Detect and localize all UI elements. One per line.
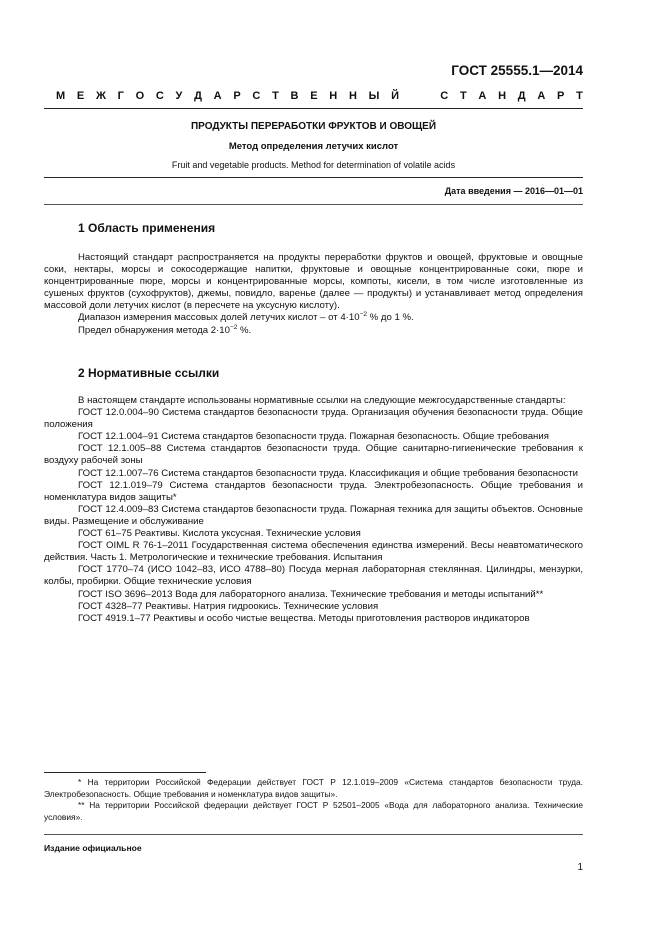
footnotes — [44, 777, 583, 823]
official-edition-label: Издание официальное — [44, 843, 142, 853]
title-rule — [44, 177, 583, 178]
banner-letter: Е — [310, 90, 318, 102]
reference-item: ГОСТ 1770–74 (ИСО 1042–83, ИСО 4788–80) Посуда мерная лабораторная стеклянная. Цилиндры, мензурки, колбы, пробирки. Общие технические условия — [44, 564, 583, 588]
footnote-1: * На территории Российской Федерации действует ГОСТ Р 12.1.019–2009 «Система стандартов безопасности труда. Электробезопасность. Общие требования и номенклатура видов защиты». — [44, 777, 583, 799]
banner-letter: Т — [272, 90, 279, 102]
banner-letter: Н — [348, 90, 357, 102]
banner-letter: Ж — [95, 90, 106, 102]
english-title: Fruit and vegetable products. Method for determination of volatile acids — [171, 160, 456, 170]
references-list — [44, 407, 583, 625]
banner-letter: Е — [76, 90, 85, 102]
reference-item: ГОСТ 12.1.007–76 Система стандартов безопасности труда. Классификация и общие требования безопасности — [78, 467, 578, 479]
reference-item: ГОСТ ISO 3696–2013 Вода для лабораторного анализа. Технические требования и методы испытаний** — [78, 588, 544, 600]
section1-heading: 1 Область применения — [78, 221, 216, 235]
banner-letter: Р — [557, 90, 565, 102]
banner-letter: Т — [459, 90, 467, 102]
banner-letter: Н — [498, 90, 507, 102]
limit-paragraph: Предел обнаружения метода $2\cdot 10^{-2}$ %. — [78, 323, 252, 336]
references-intro: В настоящем стандарте использованы нормативные ссылки на следующие межгосударственные стандарты: — [78, 395, 566, 406]
scope-paragraph: Настоящий стандарт распространяется на продукты переработки фруктов и овощей, фруктовые и овощные соки, нектары, морсы и сокосодержащие напитки, фруктовые и овощные концентрированные соки, пюре и концентрированные пюре, морсы и концентрированные морсы, компоты, кисели, в том числе изготовленные из сушеных фруктов (сухофруктов), джемы, повидло, варенье (далее — продукты) и устанавливает метод определения массовой доли летучих кислот (в пересчете на уксусную кислоту). — [44, 252, 583, 312]
banner-letter — [426, 90, 429, 102]
document-title: ПРОДУКТЫ ПЕРЕРАБОТКИ ФРУКТОВ И ОВОЩЕЙ — [190, 121, 437, 132]
reference-item: ГОСТ 4919.1–77 Реактивы и особо чистые вещества. Методы приготовления растворов индикаторов — [78, 612, 530, 624]
header-rule — [44, 108, 583, 109]
footer-rule — [44, 834, 583, 835]
date-rule — [44, 204, 583, 205]
introduction-date: Дата введения — 2016—01—01 — [444, 186, 583, 196]
reference-item: ГОСТ 12.0.004–90 Система стандартов безопасности труда. Организация обучения безопасности труда. Общие положения — [44, 407, 583, 431]
banner-letter: Т — [576, 90, 583, 102]
banner-letter: А — [537, 90, 546, 102]
reference-item: ГОСТ 12.1.019–79 Система стандартов безопасности труда. Электробезопасность. Общие требования и номенклатура видов защиты* — [44, 479, 583, 503]
banner-letter: С — [440, 90, 449, 102]
banner-letter: М — [56, 90, 66, 102]
gost-number: ГОСТ 25555.1—2014 — [451, 63, 583, 78]
reference-item: ГОСТ 4328–77 Реактивы. Натрия гидроокись. Технические условия — [78, 600, 379, 612]
footnote-2: ** На территории Российской федерации действует ГОСТ Р 52501–2005 «Вода для лабораторного анализа. Технические условия». — [44, 800, 583, 822]
banner-letter: Д — [517, 90, 526, 102]
banner-letter: Н — [329, 90, 338, 102]
banner-letter: Ы — [368, 90, 380, 102]
reference-item: ГОСТ 12.1.004–91 Система стандартов безопасности труда. Пожарная безопасность. Общие требования — [78, 431, 549, 443]
interstate-standard-banner — [56, 90, 583, 102]
reference-item: ГОСТ 61–75 Реактивы. Кислота уксусная. Технические условия — [78, 528, 361, 540]
banner-letter: Р — [233, 90, 241, 102]
section2-body — [44, 395, 583, 625]
footnote-rule — [44, 772, 206, 773]
reference-item: ГОСТ 12.4.009–83 Система стандартов безопасности труда. Пожарная техника для защиты объектов. Основные виды. Размещение и обслуживание — [44, 503, 583, 527]
banner-letter: Д — [194, 90, 202, 102]
banner-letter: С — [252, 90, 261, 102]
banner-letter: С — [155, 90, 164, 102]
banner-letter: О — [135, 90, 145, 102]
section2-heading: 2 Нормативные ссылки — [78, 366, 220, 380]
page-number: 1 — [577, 862, 583, 873]
range-paragraph: Диапазон измерения массовых долей летучих кислот – от $4\cdot 10^{-2}$ % до 1 %. — [78, 311, 414, 324]
reference-item: ГОСТ 12.1.005–88 Система стандартов безопасности труда. Общие санитарно-гигиенические требования к воздуху рабочей зоны — [44, 443, 583, 467]
banner-letter: А — [213, 90, 222, 102]
banner-letter: Г — [117, 90, 124, 102]
reference-item: ГОСТ OIML R 76-1–2011 Государственная система обеспечения единства измерений. Весы неавтоматического действия. Часть 1. Метрологические и технические требования. Испытания — [44, 540, 583, 564]
banner-letter: В — [290, 90, 299, 102]
section1-body — [44, 252, 583, 337]
banner-letter: А — [478, 90, 487, 102]
banner-letter: Й — [391, 90, 400, 102]
method-title: Метод определения летучих кислот — [228, 141, 399, 152]
banner-letter: У — [175, 90, 183, 102]
banner-letter — [411, 90, 414, 102]
